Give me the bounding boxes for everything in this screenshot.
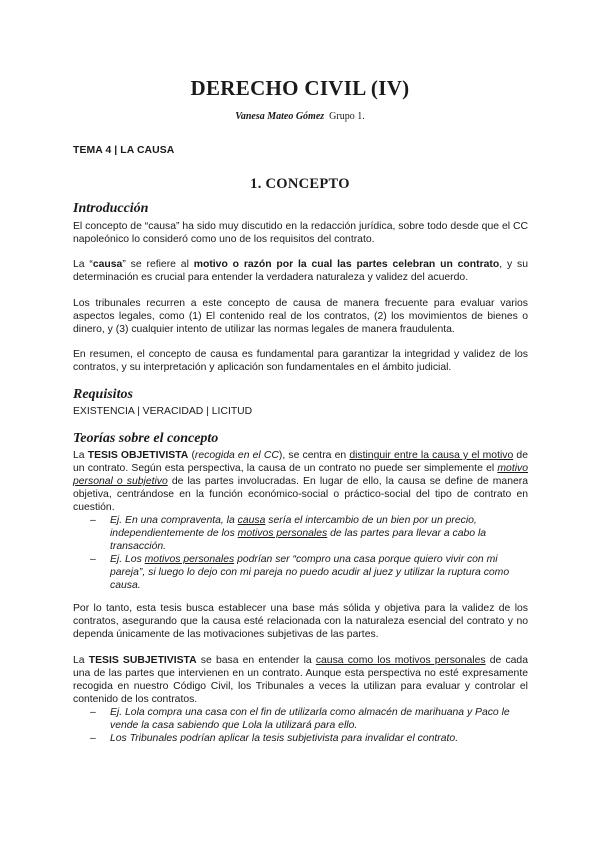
paragraph-intro-3: Los tribunales recurren a este concepto de causa de manera frecuente para evaluar varios aspectos legales, como (1) El contenido real de los contratos, (2) los movimientos de bienes o dinero, y (3) cualquier intento de utilizar las normas legales de manera fraudulenta.	[73, 298, 528, 335]
list-item: – Ej. Lola compra una casa con el fin de utilizarla como almacén de marihuana y Paco le vende la casa sabiendo que Lola la utilizará para ello.	[90, 707, 510, 731]
paragraph-intro-2: La “causa” se refiere al motivo o razón por la cual las partes celebran un contrato, y su determinación es crucial para entender la verdadera naturaleza y validez del acuerdo.	[73, 259, 528, 283]
author-line	[0, 111, 600, 122]
group-label: Grupo 1.	[329, 111, 365, 122]
heading-teorias: Teorías sobre el concepto	[73, 431, 219, 446]
section-title: 1. CONCEPTO	[250, 176, 350, 192]
list-subjetivista	[90, 706, 530, 745]
requisitos-list: EXISTENCIA | VERACIDAD | LICITUD	[73, 406, 253, 417]
list-objetivista	[90, 514, 530, 592]
heading-introduccion: Introducción	[73, 201, 149, 216]
paragraph-tesis-objetivista: La TESIS OBJETIVISTA (recogida en el CC), se centra en distinguir entre la causa y el motivo de un contrato. Según esta perspectiva, la causa de un contrato no puede ser simplemente el motivo personal o subjetivo de las partes involucradas. En lugar de ello, la causa se define de manera objetiva, centrándose en la función económico-social o práctico-social del tipo de contrato en cuestión.	[73, 450, 528, 513]
list-item: – Ej. Los motivos personales podrían ser “compro una casa porque quiero vivir con mi pareja”, si luego lo dejo con mi pareja no puedo acudir al juez y utilizar la ruptura como causa.	[90, 554, 510, 591]
paragraph-intro-1: El concepto de “causa” ha sido muy discutido en la redacción jurídica, sobre todo desde que el CC napoleónico lo consideró como uno de los requisitos del contrato.	[73, 221, 528, 245]
heading-requisitos: Requisitos	[73, 387, 133, 402]
list-item: – Los Tribunales podrían aplicar la tesis subjetivista para invalidar el contrato.	[90, 733, 459, 744]
document-title: DERECHO CIVIL (IV)	[190, 76, 410, 100]
topic-label: TEMA 4 | LA CAUSA	[73, 145, 175, 156]
author-name: Vanesa Mateo Gómez	[235, 111, 325, 122]
list-item: – Ej. En una compraventa, la causa sería el intercambio de un bien por un precio, independientemente de los motivos personales de las partes para llevar a cabo la transacción.	[90, 515, 487, 552]
paragraph-tesis-subjetivista: La TESIS SUBJETIVISTA se basa en entender la causa como los motivos personales de cada una de las partes que intervienen en un contrato. Aunque esta perspectiva no esté expresamente recogida en nuestro Código Civil, los Tribunales a veces la utilizan para evaluar y controlar el contenido de los contratos.	[73, 655, 528, 705]
paragraph-conclusion: Por lo tanto, esta tesis busca establecer una base más sólida y objetiva para la validez de los contratos, asegurando que la causa esté relacionada con la naturaleza esencial del contrato y no dependa únicamente de las motivaciones subjetivas de las partes.	[73, 603, 528, 640]
paragraph-intro-4: En resumen, el concepto de causa es fundamental para garantizar la integridad y validez de los contratos, y su interpretación y aplicación son fundamentales en el ámbito judicial.	[73, 349, 528, 373]
